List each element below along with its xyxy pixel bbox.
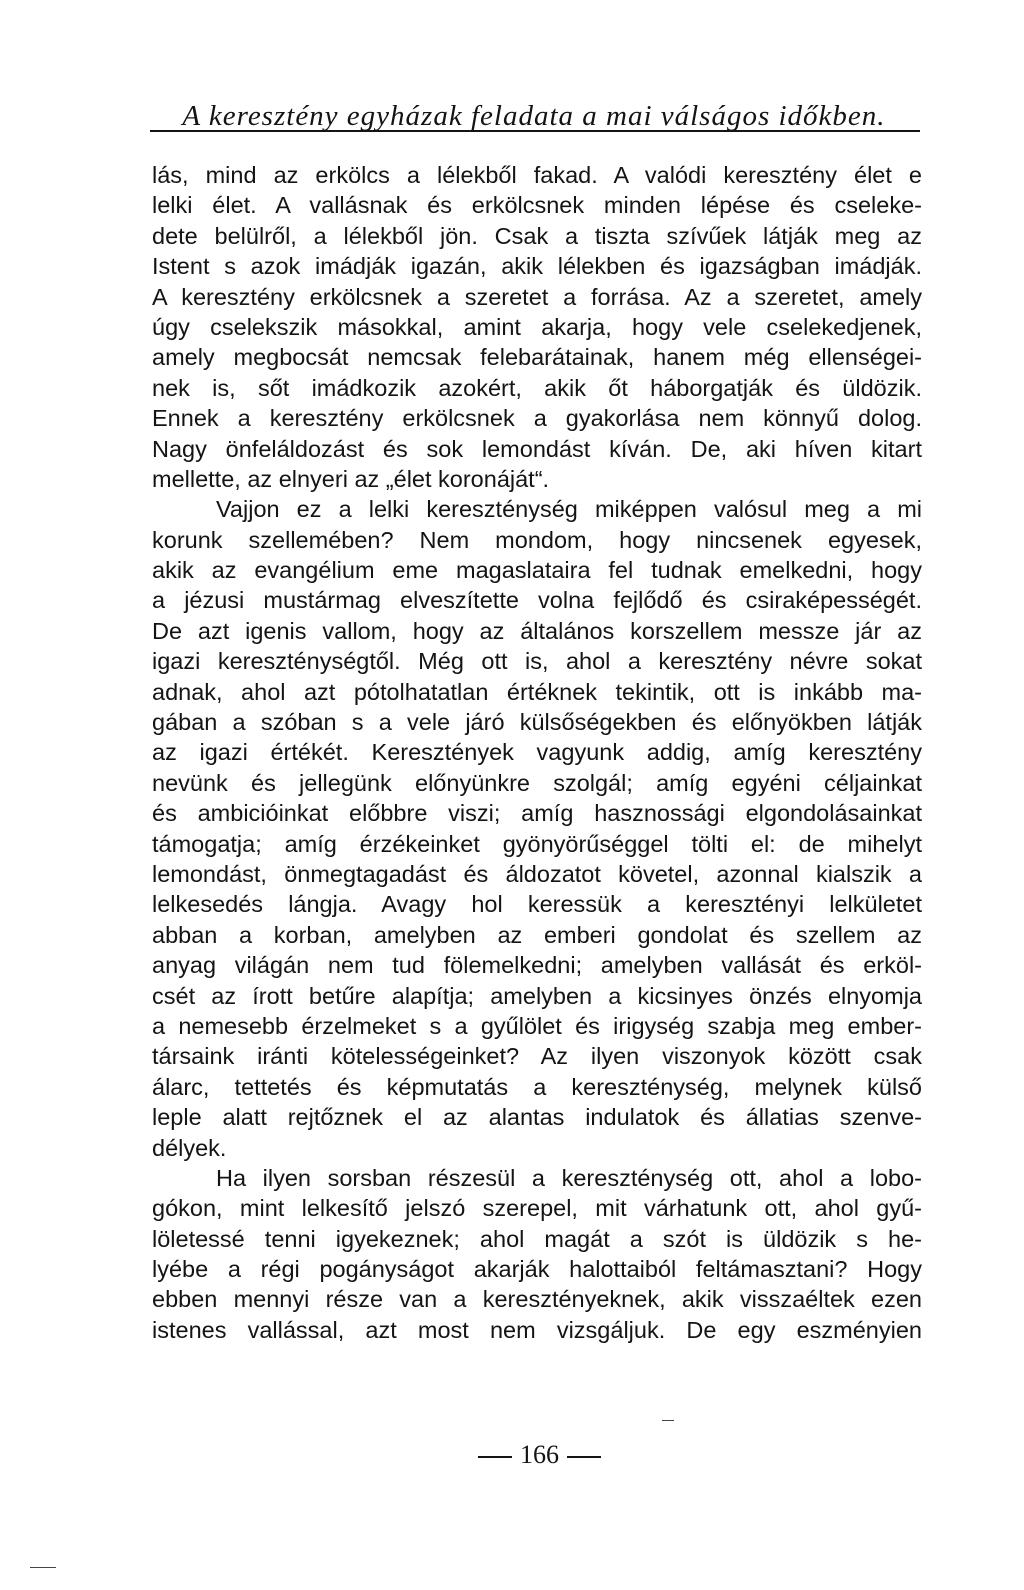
scan-mark (30, 1567, 56, 1568)
text-line: nek is, sőt imádkozik azokért, akik őt háborgatják és üldözik. (152, 374, 922, 401)
body-text (152, 160, 922, 1345)
text-line: abban a korban, amelyben az emberi gondolat és szellem az (152, 921, 922, 948)
page-header-title: A keresztény egyházak feladata a mai válságos időkben. (182, 100, 886, 132)
text-line: igazi kereszténységtől. Még ott is, ahol a keresztény névre sokat (152, 648, 922, 675)
text-line: a nemesebb érzelmeket s a gyűlölet és irigység szabja meg ember- (152, 1012, 922, 1039)
paragraph-3 (152, 1163, 922, 1345)
text-line: ebben mennyi része van a keresztényeknek, akik visszaéltek ezen (152, 1286, 922, 1313)
page-footer (470, 1437, 609, 1473)
text-line: dete belülről, a lélekből jön. Csak a tiszta szívűek látják meg az (152, 222, 922, 249)
footer-dash-right (567, 1456, 601, 1458)
text-line: csét az írott betűre alapítja; amelyben a kicsinyes önzés elnyomja (152, 982, 922, 1009)
text-line: és ambicióinkat előbbre viszi; amíg hasznossági elgondolásainkat (152, 800, 922, 827)
text-line: lás, mind az erkölcs a lélekből fakad. A valódi keresztény élet e (152, 162, 922, 188)
text-line: adnak, ahol azt pótolhatatlan értéknek tekintik, ott is inkább ma- (152, 678, 922, 705)
text-line: Istent s azok imádják igazán, akik lélekben és igazságban imádják. (152, 253, 922, 280)
text-line: támogatja; amíg érzékeinket gyönyörűséggel tölti el: de mihelyt (152, 830, 922, 857)
text-line: gókon, mint lelkesítő jelszó szerepel, mit várhatunk ott, ahol gyű- (152, 1195, 922, 1222)
text-line: gában a szóban s a vele járó külsőségekben és előnyökben látják (152, 709, 922, 736)
text-line: lemondást, önmegtagadást és áldozatot követel, azonnal kialszik a (152, 860, 922, 887)
text-line: amely megbocsát nemcsak felebarátainak, hanem még ellenségei- (152, 344, 922, 371)
text-line: lyébe a régi pogányságot akarják halottaiból feltámasztani? Hogy (152, 1256, 922, 1283)
text-line: a jézusi mustármag elveszítette volna fejlődő és csiraképességét. (152, 587, 922, 614)
text-line: az igazi értékét. Keresztények vagyunk addig, amíg keresztény (152, 739, 922, 766)
print-mark (662, 1420, 674, 1421)
text-line: társaink iránti kötelességeinket? Az ilyen viszonyok között csak (152, 1043, 922, 1070)
text-line: nevünk és jellegünk előnyünkre szolgál; amíg egyéni céljainkat (152, 769, 922, 796)
text-line: úgy cselekszik másokkal, amint akarja, hogy vele cselekedjenek, (152, 313, 922, 340)
text-line: délyek. (152, 1134, 227, 1161)
text-line: lelkesedés lángja. Avagy hol keressük a keresztényi lelkületet (152, 891, 922, 918)
footer-dash-left (478, 1456, 512, 1458)
text-line: anyag világán nem tud fölemelkedni; amelyben vallását és erköl- (152, 952, 922, 979)
text-line: lelki élet. A vallásnak és erkölcsnek minden lépése és cseleke- (152, 192, 922, 219)
text-line: A keresztény erkölcsnek a szeretet a forrása. Az a szeretet, amely (152, 283, 922, 310)
paragraph-1 (152, 160, 922, 494)
text-line: Vajjon ez a lelki kereszténység miképpen valósul meg a mi (216, 496, 922, 523)
header-rule (150, 130, 920, 132)
page-number: 166 (520, 1440, 559, 1469)
text-line: Ennek a keresztény erkölcsnek a gyakorlása nem könnyű dolog. (152, 405, 922, 432)
paragraph-2 (152, 494, 922, 1163)
text-line: mellette, az elnyeri az „élet koronáját“. (152, 465, 550, 492)
text-line: akik az evangélium eme magaslataira fel tudnak emelkedni, hogy (152, 557, 922, 584)
text-line: Ha ilyen sorsban részesül a kereszténység ott, ahol a lobo- (216, 1164, 922, 1191)
text-line: leple alatt rejtőznek el az alantas indulatok és állatias szenve- (152, 1104, 922, 1131)
text-line: korunk szellemében? Nem mondom, hogy nincsenek egyesek, (152, 526, 922, 553)
text-line: álarc, tettetés és képmutatás a kereszténység, melynek külső (152, 1073, 922, 1100)
text-line: löletessé tenni igyekeznek; ahol magát a szót is üldözik s he- (152, 1225, 922, 1252)
text-line: De azt igenis vallom, hogy az általános korszellem messze jár az (152, 617, 922, 644)
text-line: Nagy önfeláldozást és sok lemondást kíván. De, aki híven kitart (152, 435, 922, 462)
text-line: istenes vallással, azt most nem vizsgáljuk. De egy eszményien (152, 1316, 922, 1343)
